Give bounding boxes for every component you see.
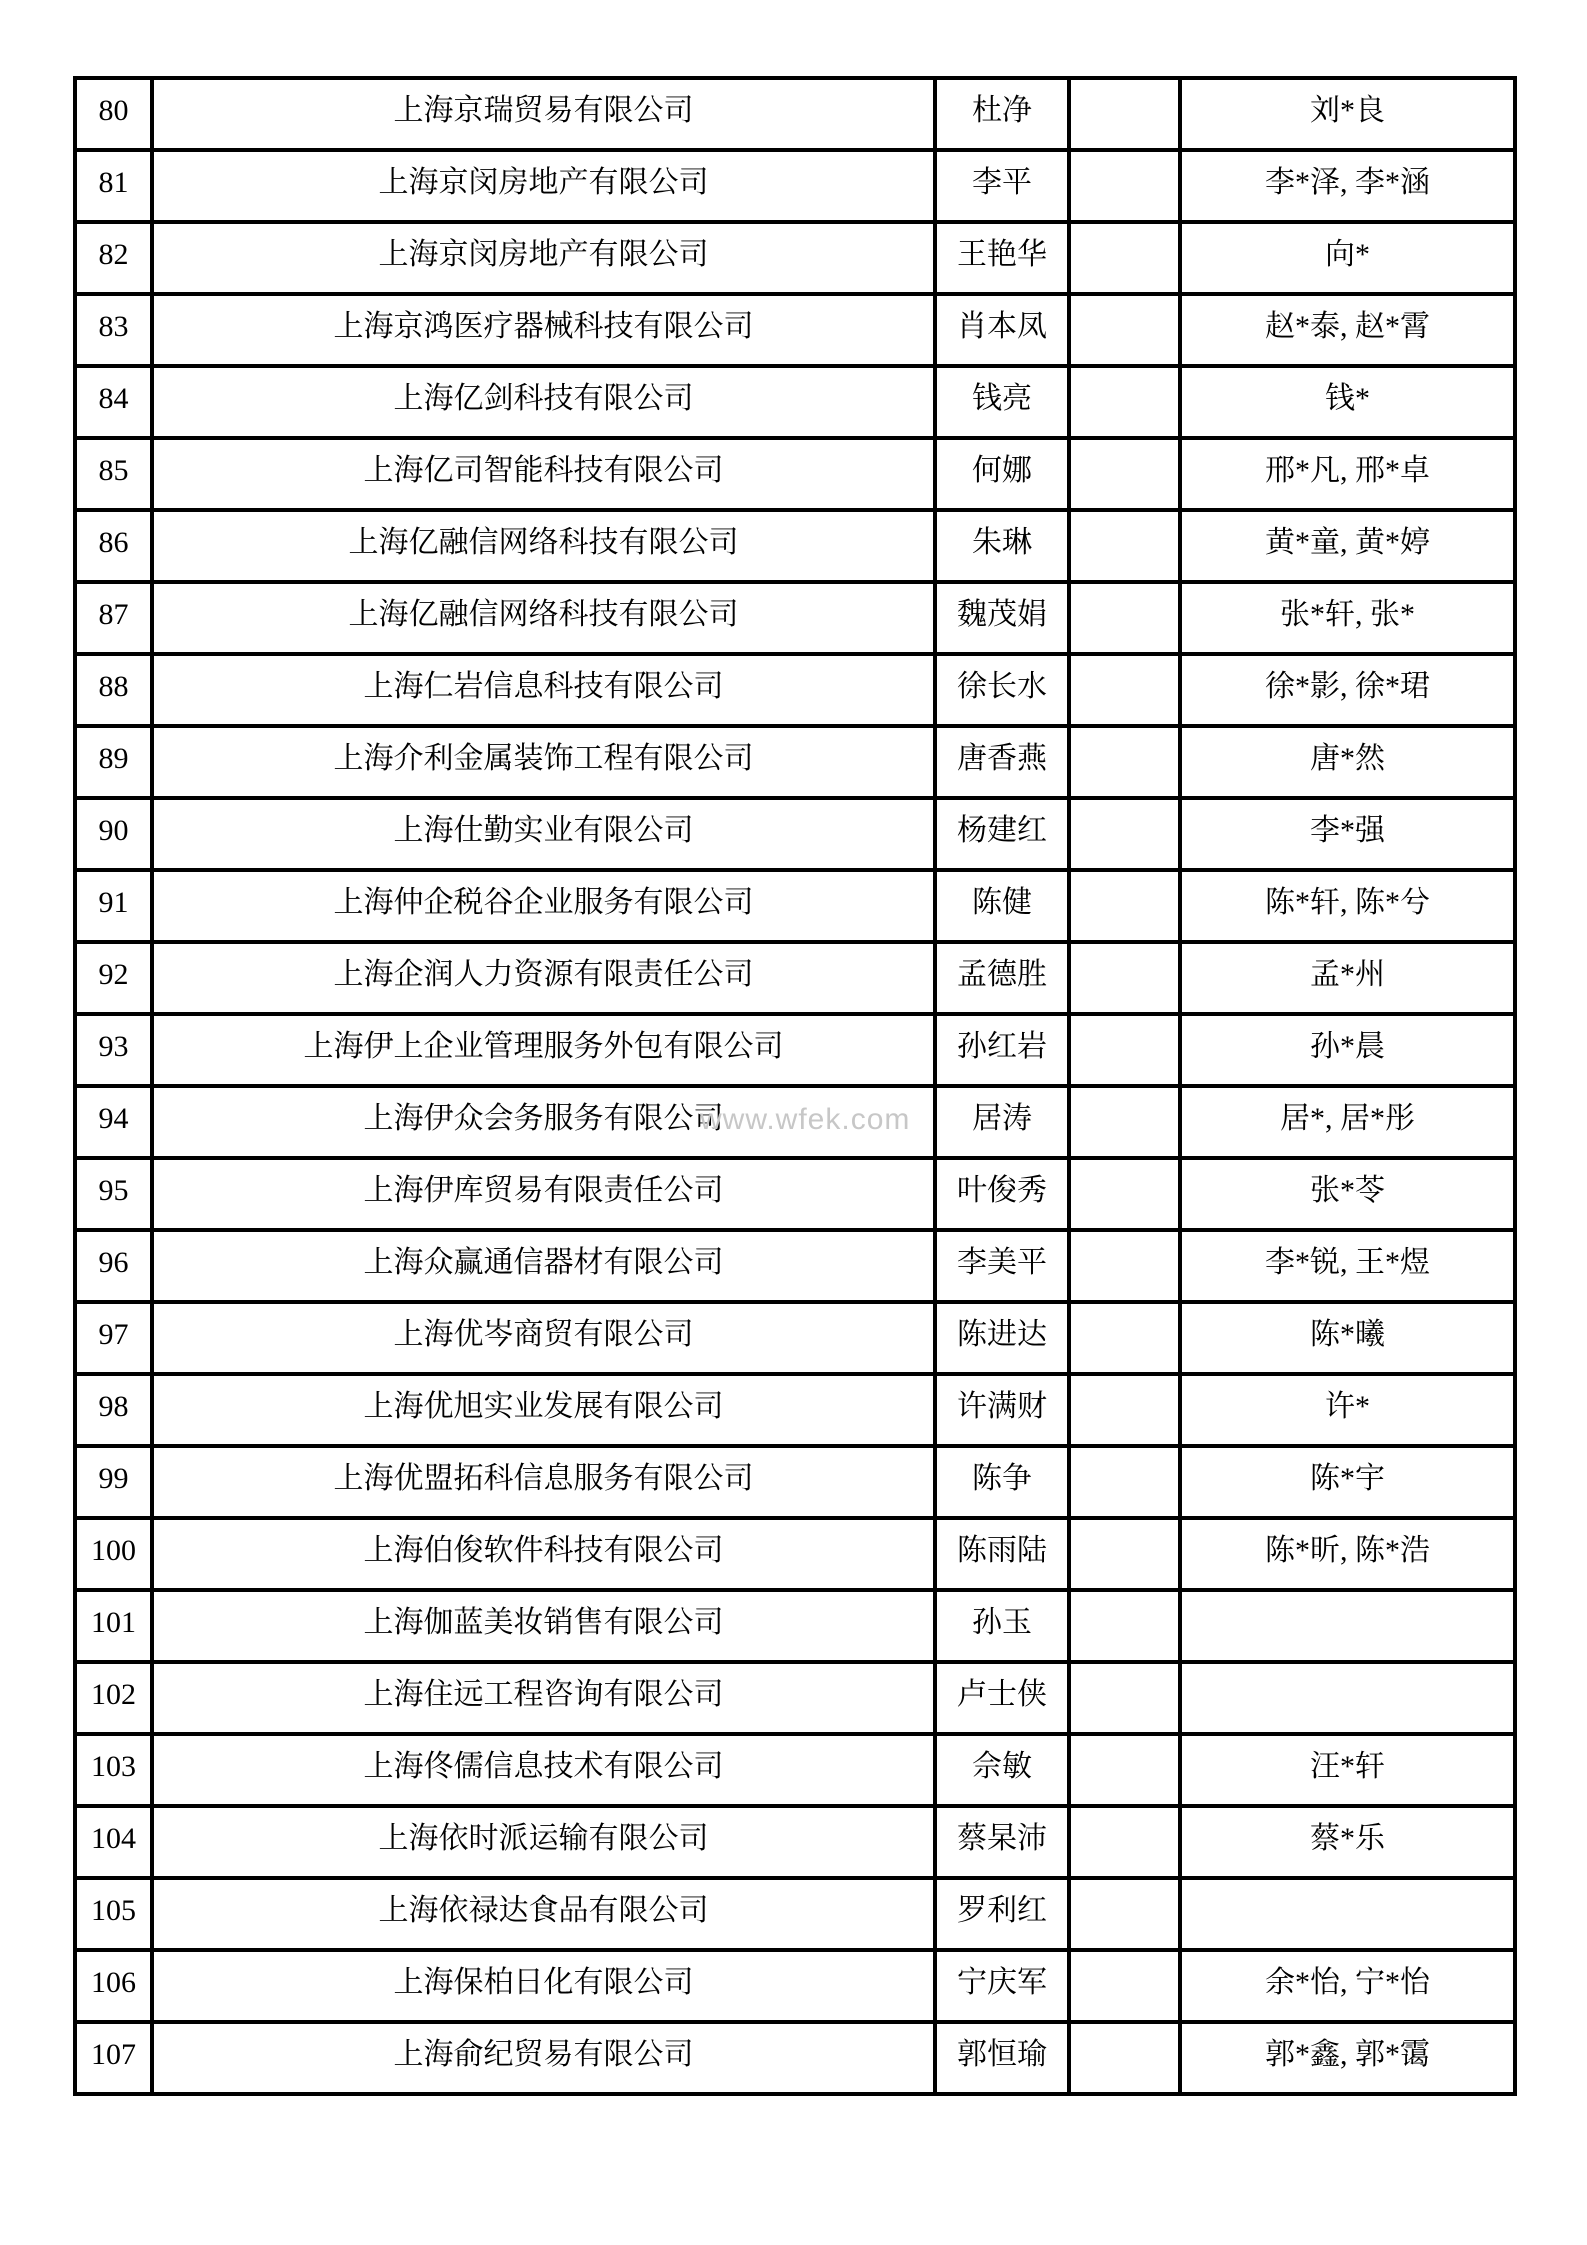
blank-cell: [1069, 366, 1180, 438]
table-row: [75, 1158, 1515, 1230]
person-cell: 肖本凤: [935, 294, 1069, 366]
row-number-cell: 101: [75, 1590, 152, 1662]
table-row: [75, 1086, 1515, 1158]
company-cell: 上海伽蓝美妆销售有限公司: [152, 1590, 935, 1662]
blank-cell: [1069, 1662, 1180, 1734]
row-number-cell: 89: [75, 726, 152, 798]
person-cell: 徐长水: [935, 654, 1069, 726]
company-cell: 上海众赢通信器材有限公司: [152, 1230, 935, 1302]
row-number-cell: 82: [75, 222, 152, 294]
blank-cell: [1069, 1518, 1180, 1590]
company-cell: 上海住远工程咨询有限公司: [152, 1662, 935, 1734]
row-number-cell: 86: [75, 510, 152, 582]
blank-cell: [1069, 798, 1180, 870]
blank-cell: [1069, 2022, 1180, 2094]
person-cell: 蔡杲沛: [935, 1806, 1069, 1878]
blank-cell: [1069, 1734, 1180, 1806]
row-number-cell: 81: [75, 150, 152, 222]
company-cell: 上海亿司智能科技有限公司: [152, 438, 935, 510]
row-number-cell: 94: [75, 1086, 152, 1158]
masked-names-cell: [1180, 1662, 1515, 1734]
masked-names-cell: 李*强: [1180, 798, 1515, 870]
masked-names-cell: 余*怡, 宁*怡: [1180, 1950, 1515, 2022]
person-cell: 佘敏: [935, 1734, 1069, 1806]
row-number-cell: 99: [75, 1446, 152, 1518]
company-cell: 上海仁岩信息科技有限公司: [152, 654, 935, 726]
masked-names-cell: 孙*晨: [1180, 1014, 1515, 1086]
masked-names-cell: 陈*宇: [1180, 1446, 1515, 1518]
table-row: [75, 1302, 1515, 1374]
company-cell: 上海优岑商贸有限公司: [152, 1302, 935, 1374]
table-row: [75, 1878, 1515, 1950]
masked-names-cell: 刘*良: [1180, 78, 1515, 150]
person-cell: 叶俊秀: [935, 1158, 1069, 1230]
table-row: [75, 1590, 1515, 1662]
table-row: [75, 510, 1515, 582]
masked-names-cell: 居*, 居*彤: [1180, 1086, 1515, 1158]
person-cell: 郭恒瑜: [935, 2022, 1069, 2094]
blank-cell: [1069, 78, 1180, 150]
person-cell: 何娜: [935, 438, 1069, 510]
blank-cell: [1069, 942, 1180, 1014]
masked-names-cell: 赵*泰, 赵*霄: [1180, 294, 1515, 366]
blank-cell: [1069, 1446, 1180, 1518]
masked-names-cell: 张*苓: [1180, 1158, 1515, 1230]
person-cell: 陈争: [935, 1446, 1069, 1518]
company-cell: 上海优旭实业发展有限公司: [152, 1374, 935, 1446]
row-number-cell: 90: [75, 798, 152, 870]
table-row: [75, 78, 1515, 150]
row-number-cell: 102: [75, 1662, 152, 1734]
person-cell: 杨建红: [935, 798, 1069, 870]
company-cell: 上海俞纪贸易有限公司: [152, 2022, 935, 2094]
person-cell: 魏茂娟: [935, 582, 1069, 654]
row-number-cell: 95: [75, 1158, 152, 1230]
company-cell: 上海伊众会务服务有限公司: [152, 1086, 935, 1158]
person-cell: 宁庆军: [935, 1950, 1069, 2022]
person-cell: 钱亮: [935, 366, 1069, 438]
table-row: [75, 2022, 1515, 2094]
blank-cell: [1069, 1086, 1180, 1158]
table-row: [75, 1950, 1515, 2022]
person-cell: 卢士侠: [935, 1662, 1069, 1734]
person-cell: 李美平: [935, 1230, 1069, 1302]
masked-names-cell: 唐*然: [1180, 726, 1515, 798]
person-cell: 许满财: [935, 1374, 1069, 1446]
table-row: [75, 222, 1515, 294]
masked-names-cell: [1180, 1878, 1515, 1950]
company-cell: 上海伯俊软件科技有限公司: [152, 1518, 935, 1590]
blank-cell: [1069, 294, 1180, 366]
company-cell: 上海伊上企业管理服务外包有限公司: [152, 1014, 935, 1086]
blank-cell: [1069, 1374, 1180, 1446]
row-number-cell: 83: [75, 294, 152, 366]
company-cell: 上海京鸿医疗器械科技有限公司: [152, 294, 935, 366]
company-roster-table: [73, 76, 1517, 2096]
masked-names-cell: 孟*州: [1180, 942, 1515, 1014]
person-cell: 孟德胜: [935, 942, 1069, 1014]
masked-names-cell: 郭*鑫, 郭*霭: [1180, 2022, 1515, 2094]
masked-names-cell: 蔡*乐: [1180, 1806, 1515, 1878]
row-number-cell: 87: [75, 582, 152, 654]
blank-cell: [1069, 726, 1180, 798]
table-row: [75, 942, 1515, 1014]
person-cell: 孙玉: [935, 1590, 1069, 1662]
masked-names-cell: 向*: [1180, 222, 1515, 294]
table-row: [75, 366, 1515, 438]
person-cell: 陈健: [935, 870, 1069, 942]
table-row: [75, 1230, 1515, 1302]
row-number-cell: 80: [75, 78, 152, 150]
masked-names-cell: 陈*轩, 陈*兮: [1180, 870, 1515, 942]
masked-names-cell: 钱*: [1180, 366, 1515, 438]
blank-cell: [1069, 582, 1180, 654]
row-number-cell: 103: [75, 1734, 152, 1806]
masked-names-cell: 张*轩, 张*: [1180, 582, 1515, 654]
masked-names-cell: 徐*影, 徐*珺: [1180, 654, 1515, 726]
company-cell: 上海伊库贸易有限责任公司: [152, 1158, 935, 1230]
row-number-cell: 85: [75, 438, 152, 510]
company-cell: 上海保柏日化有限公司: [152, 1950, 935, 2022]
table-row: [75, 1806, 1515, 1878]
table-row: [75, 1518, 1515, 1590]
company-table-body: [75, 78, 1515, 2094]
table-row: [75, 798, 1515, 870]
person-cell: 唐香燕: [935, 726, 1069, 798]
masked-names-cell: 邢*凡, 邢*卓: [1180, 438, 1515, 510]
blank-cell: [1069, 1014, 1180, 1086]
blank-cell: [1069, 1302, 1180, 1374]
row-number-cell: 93: [75, 1014, 152, 1086]
company-cell: 上海京闵房地产有限公司: [152, 150, 935, 222]
person-cell: 罗利红: [935, 1878, 1069, 1950]
blank-cell: [1069, 222, 1180, 294]
row-number-cell: 105: [75, 1878, 152, 1950]
company-cell: 上海企润人力资源有限责任公司: [152, 942, 935, 1014]
company-cell: 上海亿融信网络科技有限公司: [152, 582, 935, 654]
table-row: [75, 1014, 1515, 1086]
person-cell: 王艳华: [935, 222, 1069, 294]
masked-names-cell: 许*: [1180, 1374, 1515, 1446]
person-cell: 李平: [935, 150, 1069, 222]
row-number-cell: 96: [75, 1230, 152, 1302]
row-number-cell: 104: [75, 1806, 152, 1878]
person-cell: 杜净: [935, 78, 1069, 150]
company-cell: 上海依时派运输有限公司: [152, 1806, 935, 1878]
table-row: [75, 1446, 1515, 1518]
person-cell: 陈进达: [935, 1302, 1069, 1374]
blank-cell: [1069, 1230, 1180, 1302]
table-row: [75, 1662, 1515, 1734]
table-row: [75, 294, 1515, 366]
table-row: [75, 150, 1515, 222]
company-cell: 上海亿融信网络科技有限公司: [152, 510, 935, 582]
person-cell: 居涛: [935, 1086, 1069, 1158]
table-row: [75, 726, 1515, 798]
table-row: [75, 1374, 1515, 1446]
watermark-text: www.wfek.com: [700, 1103, 911, 1136]
company-cell: 上海优盟拓科信息服务有限公司: [152, 1446, 935, 1518]
masked-names-cell: 李*锐, 王*煜: [1180, 1230, 1515, 1302]
table-row: [75, 438, 1515, 510]
person-cell: 陈雨陆: [935, 1518, 1069, 1590]
company-cell: 上海京闵房地产有限公司: [152, 222, 935, 294]
blank-cell: [1069, 1878, 1180, 1950]
row-number-cell: 100: [75, 1518, 152, 1590]
company-cell: 上海京瑞贸易有限公司: [152, 78, 935, 150]
blank-cell: [1069, 1806, 1180, 1878]
masked-names-cell: 汪*轩: [1180, 1734, 1515, 1806]
masked-names-cell: 陈*昕, 陈*浩: [1180, 1518, 1515, 1590]
blank-cell: [1069, 870, 1180, 942]
table-row: [75, 582, 1515, 654]
company-cell: 上海依禄达食品有限公司: [152, 1878, 935, 1950]
blank-cell: [1069, 1950, 1180, 2022]
person-cell: 孙红岩: [935, 1014, 1069, 1086]
masked-names-cell: 陈*曦: [1180, 1302, 1515, 1374]
table-row: [75, 654, 1515, 726]
row-number-cell: 106: [75, 1950, 152, 2022]
masked-names-cell: [1180, 1590, 1515, 1662]
company-cell: 上海介利金属装饰工程有限公司: [152, 726, 935, 798]
row-number-cell: 92: [75, 942, 152, 1014]
blank-cell: [1069, 654, 1180, 726]
company-cell: 上海仕勤实业有限公司: [152, 798, 935, 870]
blank-cell: [1069, 1158, 1180, 1230]
row-number-cell: 91: [75, 870, 152, 942]
blank-cell: [1069, 1590, 1180, 1662]
person-cell: 朱琳: [935, 510, 1069, 582]
blank-cell: [1069, 150, 1180, 222]
table-row: [75, 1734, 1515, 1806]
row-number-cell: 98: [75, 1374, 152, 1446]
row-number-cell: 107: [75, 2022, 152, 2094]
blank-cell: [1069, 438, 1180, 510]
masked-names-cell: 黄*童, 黄*婷: [1180, 510, 1515, 582]
row-number-cell: 84: [75, 366, 152, 438]
table-row: [75, 870, 1515, 942]
company-cell: 上海亿剑科技有限公司: [152, 366, 935, 438]
company-cell: 上海佟儒信息技术有限公司: [152, 1734, 935, 1806]
masked-names-cell: 李*泽, 李*涵: [1180, 150, 1515, 222]
company-cell: 上海仲企税谷企业服务有限公司: [152, 870, 935, 942]
blank-cell: [1069, 510, 1180, 582]
row-number-cell: 88: [75, 654, 152, 726]
row-number-cell: 97: [75, 1302, 152, 1374]
